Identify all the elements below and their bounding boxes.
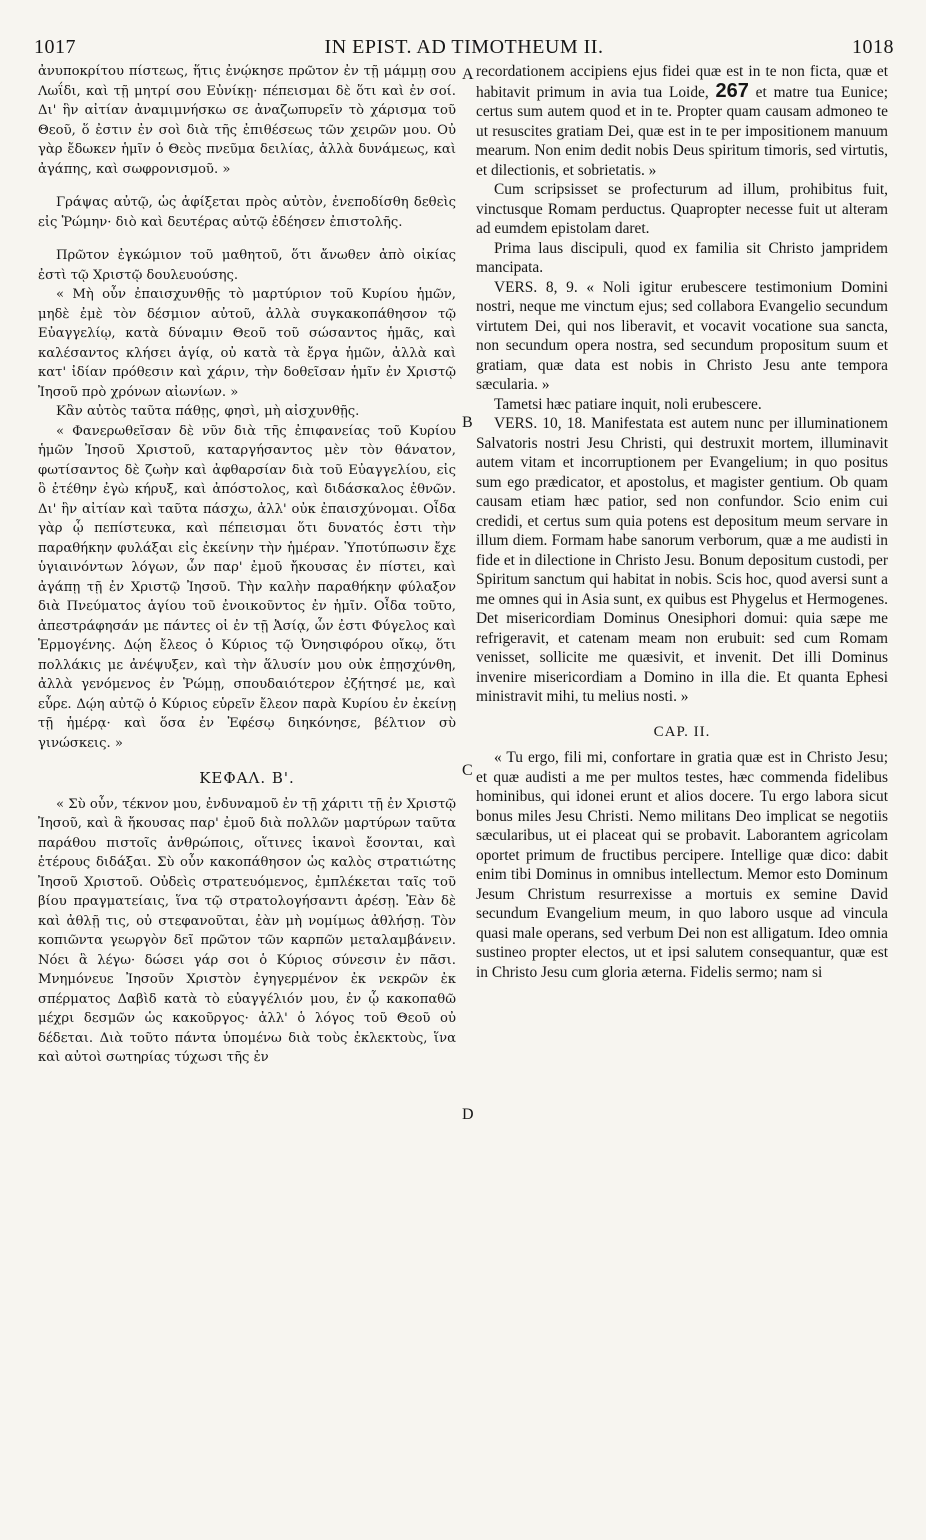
margin-marker-c: C bbox=[462, 762, 473, 779]
page-number-left: 1017 bbox=[34, 36, 76, 58]
greek-paragraph: « Μὴ οὖν ἐπαισχυνθῇς τὸ μαρτύριον τοῦ Κυρίου ἡμῶν, μηδὲ ἐμὲ τὸν δέσμιον αὐτοῦ, ἀλλὰ συγκακοπάθησον τῷ Εὐαγγελίῳ, κατὰ δύναμιν Θεοῦ τοῦ σώσαντος ἡμᾶς, καὶ καλέσαντος κλήσει ἁγίᾳ, οὐ κατὰ τὰ ἔργα ἡμῶν, ἀλλὰ καὶ κατ' ἰδίαν πρόθεσιν καὶ χάριν, τὴν δοθεῖσαν ἡμῖν ἐν Χριστῷ Ἰησοῦ πρὸ χρόνων αἰωνίων. » bbox=[38, 287, 456, 400]
latin-text: et matre tua Eunice; certus sum autem quod et in te. Propter quam causam admoneo te ut resuscites gratiam Dei, quæ est in te per impositionem manuum mearum. Non enim dedit nobis Deus spiritum timoris, sed virtutis, et dilectionis, et sobrietatis. » bbox=[476, 83, 888, 179]
greek-paragraph: Κἂν αὐτὸς ταῦτα πάθῃς, φησὶ, μὴ αἰσχυνθῇς. bbox=[56, 404, 360, 419]
running-title: IN EPIST. AD TIMOTHEUM II. bbox=[324, 36, 604, 58]
greek-paragraph: Γράψας αὐτῷ, ὡς ἀφίξεται πρὸς αὐτὸν, ἐνεποδίσθη δεθεὶς εἰς Ῥώμην· διὸ καὶ δευτέρας αὐτῷ ἐδέησεν ἐπιστολῆς. bbox=[38, 195, 456, 230]
column-number: 267 bbox=[715, 79, 749, 102]
latin-text: recordationem accipiens ejus fidei quæ est in te non ficta, quæ et habitavit primum in avia tua Loide, bbox=[476, 63, 888, 101]
latin-paragraph: Cum scripsisset se profecturum ad illum, prohibitus fuit, vinctusque Romam perductus. Quapropter necesse fuit ut alteram ad eumdem epistolam daret. bbox=[476, 181, 888, 237]
latin-paragraph: « Tu ergo, fili mi, confortare in gratia quæ est in Christo Jesu; et quæ audisti a me per multos testes, hæc commenda fidelibus hominibus, qui idonei erunt et alios docere. Tu ergo labora sicut bonus miles Jesu Christi. Nemo militans Deo implicat se negotiis sæcularibus, ut ei placeat qui se probavit. Laborantem agricolam oportet primum de fructibus percipere. Intellige quæ dico: dabit enim tibi Dominus in omnibus intellectum. Memor esto Dominum Jesum Christum resurrexisse a mortuis ex semine David secundum Evangelium meum, in quo laboro usque ad vincula quasi male operans, sed verbum Dei non est alligatum. Ideo omnia sustineo propter electos, ut et ipsi salutem consequantur, quæ est in Christo Jesu cum gloria æterna. Fidelis sermo; nam si bbox=[476, 749, 888, 981]
chapter-heading-greek: ΚΕΦΑΛ. Β'. bbox=[199, 769, 295, 787]
latin-paragraph bbox=[476, 62, 888, 180]
latin-paragraph: Tametsi hæc patiare inquit, noli erubescere. bbox=[494, 395, 762, 413]
latin-paragraph: VERS. 8, 9. « Noli igitur erubescere testimonium Domini nostri, neque me vinctum ejus; sed collabora Evangelio secundum virtutem Dei, qui nos liberavit, et vocavit vocatione sua sancta, non secundum opera nostra, sed secundum propositum suum et gratiam, quæ data est nobis in Christo Jesu ante tempora sæcularia. » bbox=[476, 278, 888, 393]
margin-marker-a: A bbox=[462, 66, 474, 83]
margin-marker-b: B bbox=[462, 414, 473, 431]
page-number-right: 1018 bbox=[852, 36, 894, 58]
greek-paragraph: ἀνυποκρίτου πίστεως, ἥτις ἐνῴκησε πρῶτον ἐν τῇ μάμμῃ σου Λωΐδι, καὶ τῇ μητρί σου Εὐνίκῃ· πέπεισμαι δὲ ὅτι καὶ ἐν σοί. Δι' ἣν αἰτίαν ἀναμιμνήσκω σε ἀναζωπυρεῖν τὸ χάρισμα τοῦ Θεοῦ, ὅ ἐστιν ἐν σοὶ διὰ τῆς ἐπιθέσεως τῶν χειρῶν μου. Οὐ γὰρ ἔδωκεν ἡμῖν ὁ Θεὸς πνεῦμα δειλίας, ἀλλὰ δυνάμεως, καὶ ἀγάπης, καὶ σωφρονισμοῦ. » bbox=[38, 64, 456, 177]
latin-column bbox=[476, 62, 888, 982]
greek-column bbox=[38, 62, 456, 1068]
latin-paragraph: Prima laus discipuli, quod ex familia sit Christo jampridem mancipata. bbox=[476, 239, 888, 276]
chapter-heading-latin: CAP. II. bbox=[653, 723, 711, 740]
greek-paragraph: « Σὺ οὖν, τέκνον μου, ἐνδυναμοῦ ἐν τῇ χάριτι τῇ ἐν Χριστῷ Ἰησοῦ, καὶ ἃ ἤκουσας παρ' ἐμοῦ διὰ πολλῶν μαρτύρων ταῦτα παράθου πιστοῖς ἀνθρώποις, οἵτινες ἱκανοὶ ἔσονται, καὶ ἑτέρους διδάξαι. Σὺ οὖν κακοπάθησον ὡς καλὸς στρατιώτης Ἰησοῦ Χριστοῦ. Οὐδεὶς στρατευόμενος, ἐμπλέκεται ταῖς τοῦ βίου πραγματείαις, ἵνα τῷ στρατολογήσαντι ἀρέσῃ. Ἐὰν δὲ καὶ ἀθλῇ τις, οὐ στεφανοῦται, ἐὰν μὴ νομίμως ἀθλήσῃ. Τὸν κοπιῶντα γεωργὸν δεῖ πρῶτον τῶν καρπῶν μεταλαμβάνειν. Νόει ἃ λέγω· δώσει γάρ σοι ὁ Κύριος σύνεσιν ἐν πᾶσι. Μνημόνευε Ἰησοῦν Χριστὸν ἐγηγερμένον ἐκ νεκρῶν ἐκ σπέρματος Δαβὶδ κατὰ τὸ εὐαγγέλιόν μου, ἐν ᾧ κακοπαθῶ μέχρι δεσμῶν ὡς κακοῦργος· ἀλλ' ὁ λόγος τοῦ Θεοῦ οὐ δέδεται. Διὰ τοῦτο πάντα ὑπομένω διὰ τοὺς ἐκλεκτοὺς, ἵνα καὶ αὐτοὶ σωτηρίας τύχωσι τῆς ἐν bbox=[38, 796, 456, 1065]
greek-paragraph: Πρῶτον ἐγκώμιον τοῦ μαθητοῦ, ὅτι ἄνωθεν ἀπὸ οἰκίας ἐστὶ τῷ Χριστῷ δουλευούσης. bbox=[38, 248, 456, 283]
running-header bbox=[34, 36, 894, 60]
margin-marker-d: D bbox=[462, 1106, 474, 1123]
latin-paragraph: VERS. 10, 18. Manifestata est autem nunc per illuminationem Salvatoris nostri Jesu Christi, qui destruxit mortem, illuminavit autem vitam et incorruptionem per Evangelium; in quo positus sum ego prædicator, et apostolus, et magister gentium. Ob quam causam etiam hæc patior, sed non confundor. Scio enim cui credidi, et certus sum quia potens est depositum meum servare in illum diem. Formam habe sanorum verborum, quæ a me audisti in fide et in dilectione in Christo Jesu. Bonum depositum custodi, per Spiritum sanctum qui habitat in nobis. Scis hoc, quod aversi sunt a me omnes qui in Asia sunt, ex quibus est Phygelus et Hermogenes. Det misericordiam Dominus Onesiphori domui: quia sæpe me refrigeravit, et catenam meam non erubuit: sed cum Romam venisset, sollicite me quæsivit, et invenit. Det illi Dominus invenire misericordiam a Domino in illa die. Et quanta Ephesi ministravit mihi, tu melius nosti. » bbox=[476, 415, 888, 705]
greek-paragraph: « Φανερωθεῖσαν δὲ νῦν διὰ τῆς ἐπιφανείας τοῦ Κυρίου ἡμῶν Ἰησοῦ Χριστοῦ, καταργήσαντος μὲν τὸν θάνατον, φωτίσαντος δὲ ζωὴν καὶ ἀφθαρσίαν διὰ τοῦ Εὐαγγελίου, εἰς ὃ ἐτέθην ἐγὼ κήρυξ, καὶ ἀπόστολος, καὶ διδάσκαλος ἐθνῶν. Δι' ἣν αἰτίαν καὶ ταῦτα πάσχω, ἀλλ' οὐκ ἐπαισχύνομαι. Οἶδα γὰρ ᾧ πεπίστευκα, καὶ πέπεισμαι ὅτι δυνατός ἐστι τὴν παραθήκην φυλάξαι εἰς ἐκείνην τὴν ἡμέραν. Ὑποτύπωσιν ἔχε ὑγιαινόντων λόγων, ὧν παρ' ἐμοῦ ἤκουσας ἐν πίστει, καὶ ἀγάπῃ τῇ ἐν Χριστῷ Ἰησοῦ. Τὴν καλὴν παραθήκην φύλαξον διὰ Πνεύματος ἁγίου τοῦ ἐνοικοῦντος ἐν ἡμῖν. Οἶδα τοῦτο, ἀπεστράφησάν με πάντες οἱ ἐν τῇ Ἀσίᾳ, ὧν ἐστι Φύγελος καὶ Ἑρμογένης. Δῴη ἔλεος ὁ Κύριος τῷ Ὀνησιφόρου οἴκῳ, ὅτι πολλάκις με ἀνέψυξεν, καὶ τὴν ἅλυσίν μου οὐκ ἐπῃσχύνθη, ἀλλὰ γενόμενος ἐν Ῥώμῃ, σπουδαιότερον ἐζήτησέ με, καὶ εὗρε. Δῴη αὐτῷ ὁ Κύριος εὑρεῖν ἔλεον παρὰ Κυρίου ἐν ἐκείνῃ τῇ ἡμέρᾳ· καὶ ὅσα ἐν Ἐφέσῳ διηκόνησε, βέλτιον σὺ γινώσκεις. » bbox=[38, 423, 456, 751]
